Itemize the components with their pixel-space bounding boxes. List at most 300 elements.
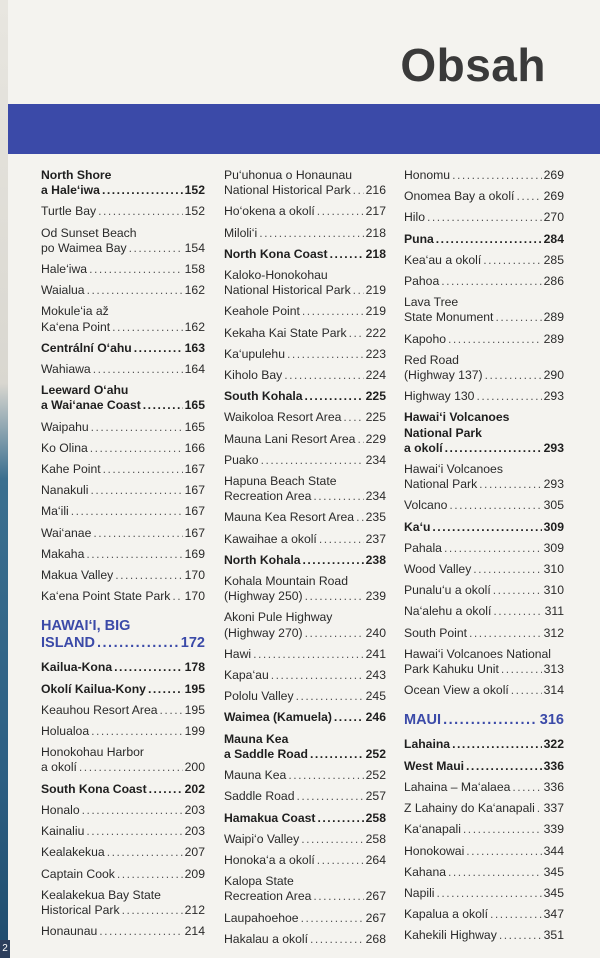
dot-leader xyxy=(493,604,542,619)
toc-entry-label: Makaha xyxy=(41,546,85,561)
toc-entry xyxy=(41,724,205,739)
toc-entry-label: a Hale‘iwa xyxy=(41,183,100,198)
dot-leader xyxy=(448,332,542,347)
toc-entry xyxy=(404,332,564,347)
toc-entry-label: a okolí xyxy=(41,760,77,775)
dot-leader xyxy=(117,867,183,882)
dot-leader xyxy=(452,168,542,183)
toc-entry-page: 289 xyxy=(543,310,564,325)
toc-entry-label: Leeward O‘ahu xyxy=(41,383,129,398)
toc-entry-label: Kealakekua xyxy=(41,845,105,860)
toc-entry-page: 199 xyxy=(184,724,205,739)
toc-entry-label: Keauhou Resort Area xyxy=(41,702,158,717)
toc-entry-label: Hapuna Beach State xyxy=(224,474,337,489)
toc-entry-page: 229 xyxy=(365,431,386,446)
toc-entry-label: Kea‘au a okolí xyxy=(404,252,482,267)
toc-entry-label: Waimea (Kamuela) xyxy=(224,710,332,725)
dot-leader xyxy=(271,668,364,683)
dot-leader xyxy=(305,626,364,641)
toc-entry-page: 284 xyxy=(543,231,564,246)
toc-entry-label: Historical Park xyxy=(41,902,120,917)
toc-entry-page: 234 xyxy=(365,489,386,504)
dot-leader xyxy=(444,541,542,556)
dot-leader xyxy=(86,547,182,562)
toc-entry xyxy=(224,268,386,298)
dot-leader xyxy=(537,801,542,816)
toc-entry-page: 336 xyxy=(543,779,564,794)
dot-leader xyxy=(511,683,542,698)
toc-entry xyxy=(404,822,564,837)
dot-leader xyxy=(319,532,364,547)
dot-leader xyxy=(317,853,364,868)
toc-entry-label: Ocean View a okolí xyxy=(404,683,509,698)
toc-entry xyxy=(41,924,205,939)
toc-entry xyxy=(41,483,205,498)
toc-entry-label: Mauna Kea xyxy=(224,731,289,746)
toc-entry xyxy=(41,682,205,697)
toc-entry-label: Holualoa xyxy=(41,724,90,739)
toc-entry-label: Hamakua Coast xyxy=(224,810,316,825)
dot-leader xyxy=(301,832,363,847)
dot-leader xyxy=(107,845,183,860)
toc-entry-label: Captain Cook xyxy=(41,866,115,881)
toc-entry-label: Park Kahuku Unit xyxy=(404,662,499,677)
dot-leader xyxy=(469,626,542,641)
dot-leader xyxy=(448,865,542,880)
toc-entry xyxy=(224,368,386,383)
toc-entry-label: Mokule‘ia až xyxy=(41,304,109,319)
toc-entry-label: Ka‘upulehu xyxy=(224,346,285,361)
toc-entry-page: 170 xyxy=(184,589,205,604)
toc-entry-page: 345 xyxy=(543,864,564,879)
toc-entry-page: 219 xyxy=(365,283,386,298)
toc-entry xyxy=(224,226,386,241)
toc-entry-page: 347 xyxy=(543,907,564,922)
toc-entry xyxy=(404,759,564,774)
toc-entry-label: Pololu Valley xyxy=(224,689,294,704)
toc-entry-page: 293 xyxy=(543,389,564,404)
toc-entry-label: a Saddle Road xyxy=(224,746,308,761)
dot-leader xyxy=(112,320,183,335)
dot-leader xyxy=(353,183,364,198)
toc-entry-label: Hawai‘i Volcanoes xyxy=(404,410,510,425)
toc-entry-page: 169 xyxy=(184,546,205,561)
toc-entry-label: Lahaina – Ma‘alaea xyxy=(404,779,511,794)
toc-entry-page: 167 xyxy=(184,504,205,519)
toc-entry-label: Hilo xyxy=(404,210,425,225)
dot-leader xyxy=(443,712,538,729)
dot-leader xyxy=(302,304,364,319)
dot-leader xyxy=(102,183,183,198)
toc-entry-label: Kahana xyxy=(404,864,447,879)
toc-entry-label: North Kona Coast xyxy=(224,246,328,261)
toc-entry-label: Recreation Area xyxy=(224,889,312,904)
toc-entry-label: Puako xyxy=(224,452,259,467)
toc-entry xyxy=(404,274,564,289)
toc-entry-label: North Kohala xyxy=(224,552,301,567)
toc-entry-label: Wai‘anae xyxy=(41,525,92,540)
toc-entry xyxy=(404,626,564,641)
toc-entry-page: 158 xyxy=(184,262,205,277)
toc-entry-page: 337 xyxy=(543,801,564,816)
toc-entry xyxy=(224,832,386,847)
toc-entry xyxy=(41,383,205,413)
dot-leader xyxy=(427,210,542,225)
dot-leader xyxy=(334,710,364,725)
dot-leader xyxy=(452,737,542,752)
toc-entry-label: Punalu‘u a okolí xyxy=(404,583,491,598)
toc-entry xyxy=(41,803,205,818)
toc-entry-page: 195 xyxy=(184,702,205,717)
toc-entry-label: Kealakekua Bay State xyxy=(41,887,161,902)
dot-leader xyxy=(103,462,183,477)
toc-entry xyxy=(41,660,205,675)
toc-entry xyxy=(41,782,205,797)
toc-entry-label: Centrální O‘ahu xyxy=(41,340,132,355)
toc-entry xyxy=(404,232,564,247)
toc-entry-label: Puna xyxy=(404,231,434,246)
dot-leader xyxy=(149,782,183,797)
toc-entry-label: Honaunau xyxy=(41,924,98,939)
toc-entry-page: 245 xyxy=(365,689,386,704)
dot-leader xyxy=(71,504,183,519)
dot-leader xyxy=(90,483,182,498)
toc-entry-label: Waipahu xyxy=(41,419,89,434)
toc-entry-page: 223 xyxy=(365,346,386,361)
toc-entry-page: 293 xyxy=(543,440,564,455)
toc-entry xyxy=(404,583,564,598)
toc-entry-label: National Park xyxy=(404,425,482,440)
toc-entry-page: 222 xyxy=(365,325,386,340)
dot-leader xyxy=(516,189,541,204)
toc-entry-label: Makua Valley xyxy=(41,568,114,583)
toc-entry-label: Napili xyxy=(404,885,435,900)
dot-leader xyxy=(305,389,364,404)
toc-entry-page: 241 xyxy=(365,646,386,661)
toc-entry xyxy=(404,865,564,880)
dot-leader xyxy=(288,768,363,783)
toc-entry-page: 264 xyxy=(365,852,386,867)
toc-entry xyxy=(404,410,564,456)
toc-entry-label: Waipi‘o Valley xyxy=(224,831,300,846)
toc-entry xyxy=(224,689,386,704)
toc-entry-page: 166 xyxy=(184,440,205,455)
toc-entry-label: North Shore xyxy=(41,168,112,182)
toc-entry-page: 216 xyxy=(365,183,386,198)
toc-entry xyxy=(224,874,386,904)
toc-entry-page: 311 xyxy=(544,604,564,619)
toc-entry-label: Volcano xyxy=(404,498,448,513)
toc-entry xyxy=(41,304,205,334)
toc-entry xyxy=(41,168,205,198)
toc-entry-page: 285 xyxy=(543,252,564,267)
toc-entry xyxy=(404,189,564,204)
toc-entry-page: 165 xyxy=(184,419,205,434)
toc-entry-label: State Monument xyxy=(404,310,494,325)
dot-leader xyxy=(259,226,363,241)
toc-entry xyxy=(41,568,205,583)
toc-entry xyxy=(41,547,205,562)
toc-entry-label: Miloli‘i xyxy=(224,225,258,240)
dot-leader xyxy=(87,283,183,298)
toc-entry-page: 344 xyxy=(543,843,564,858)
toc-entry-page: 195 xyxy=(184,681,205,696)
toc-entry-page: 165 xyxy=(184,398,205,413)
toc-entry-page: 203 xyxy=(184,802,205,817)
toc-entry-page: 258 xyxy=(365,810,386,825)
toc-entry-page: 225 xyxy=(365,389,386,404)
toc-entry xyxy=(41,420,205,435)
toc-entry-page: 268 xyxy=(365,931,386,946)
toc-entry-label: Ka‘anapali xyxy=(404,822,461,837)
toc-entry-label: Kawaihae a okolí xyxy=(224,531,317,546)
dot-leader xyxy=(284,368,363,383)
toc-entry-page: 167 xyxy=(184,483,205,498)
toc-entry-label: Kailua-Kona xyxy=(41,660,113,675)
page-edge-strip xyxy=(0,0,8,958)
toc-entry-page: 243 xyxy=(365,668,386,683)
toc-entry-label: Nanakuli xyxy=(41,483,89,498)
dot-leader xyxy=(441,274,541,289)
dot-leader xyxy=(122,903,183,918)
dot-leader xyxy=(89,262,183,277)
toc-entry-label: ISLAND xyxy=(41,635,95,652)
header-color-band xyxy=(8,104,600,154)
dot-leader xyxy=(296,789,363,804)
dot-leader xyxy=(349,326,364,341)
toc-entry xyxy=(224,811,386,826)
dot-leader xyxy=(476,389,541,404)
toc-entry-label: Ma‘ili xyxy=(41,504,69,519)
toc-entry xyxy=(404,780,564,795)
toc-entry xyxy=(224,789,386,804)
dot-leader xyxy=(90,441,183,456)
toc-entry-page: 310 xyxy=(543,583,564,598)
toc-entry xyxy=(41,362,205,377)
toc-entry xyxy=(41,504,205,519)
toc-entry xyxy=(41,262,205,277)
toc-entry-page: 224 xyxy=(365,368,386,383)
toc-entry-page: 293 xyxy=(543,477,564,492)
toc-entry-label: Kekaha Kai State Park xyxy=(224,325,347,340)
toc-entry xyxy=(404,541,564,556)
toc-entry-label: MAUI xyxy=(404,712,442,729)
toc-entry-page: 269 xyxy=(543,168,564,182)
dot-leader xyxy=(129,241,183,256)
toc-entry xyxy=(224,647,386,662)
dot-leader xyxy=(490,907,542,922)
toc-entry-page: 209 xyxy=(184,866,205,881)
toc-entry xyxy=(224,347,386,362)
dot-leader xyxy=(148,682,183,697)
toc-entry-label: Ka‘ena Point xyxy=(41,319,111,334)
toc-entry-page: 309 xyxy=(543,540,564,555)
toc-entry xyxy=(224,247,386,262)
toc-entry-page: 164 xyxy=(184,362,205,377)
toc-entry xyxy=(224,204,386,219)
dot-leader xyxy=(353,283,364,298)
toc-entry-page: 339 xyxy=(543,822,564,837)
toc-entry-page: 218 xyxy=(365,225,386,240)
toc-entry-label: South Point xyxy=(404,625,468,640)
page-title: Obsah xyxy=(400,39,546,91)
toc-entry-label: Waialua xyxy=(41,283,85,298)
toc-entry xyxy=(224,732,386,762)
toc-entry-label: Ko Olina xyxy=(41,440,88,455)
toc-entry xyxy=(224,510,386,525)
toc-entry xyxy=(41,204,205,219)
toc-entry-label: a okolí xyxy=(404,440,443,455)
toc-entry xyxy=(41,845,205,860)
toc-entry-page: 310 xyxy=(543,562,564,577)
toc-entry-page: 246 xyxy=(365,710,386,725)
toc-entry xyxy=(41,462,205,477)
toc-entry-page: 207 xyxy=(184,845,205,860)
toc-entry xyxy=(224,532,386,547)
toc-entry-page: 235 xyxy=(365,510,386,525)
toc-entry xyxy=(404,928,564,943)
toc-entry-page: 203 xyxy=(184,824,205,839)
toc-entry-label: Waikoloa Resort Area xyxy=(224,410,342,425)
toc-entry-page: 152 xyxy=(184,204,205,219)
toc-entry-page: 267 xyxy=(365,910,386,925)
toc-entry-page: 345 xyxy=(543,885,564,900)
toc-entry-page: 351 xyxy=(543,928,564,943)
toc-entry-label: National Historical Park xyxy=(224,183,351,198)
toc-entry xyxy=(224,168,386,198)
toc-entry-label: Onomea Bay a okolí xyxy=(404,189,515,204)
toc-entry-page: 316 xyxy=(539,712,564,729)
toc-entry xyxy=(41,824,205,839)
toc-entry xyxy=(404,520,564,535)
toc-entry-label: Hale‘iwa xyxy=(41,262,88,277)
toc-entry-label: Lava Tree xyxy=(404,295,459,310)
toc-entry xyxy=(404,683,564,698)
toc-entry xyxy=(41,618,205,652)
toc-entry xyxy=(224,610,386,640)
dot-leader xyxy=(317,811,363,826)
toc-entry xyxy=(224,911,386,926)
toc-entry-label: Keahole Point xyxy=(224,304,300,319)
toc-entry-page: 269 xyxy=(543,189,564,204)
dot-leader xyxy=(493,583,542,598)
toc-entry-label: Honokohau Harbor xyxy=(41,745,144,760)
dot-leader xyxy=(93,362,183,377)
toc-entry-page: 239 xyxy=(365,589,386,604)
toc-entry-page: 237 xyxy=(365,531,386,546)
dot-leader xyxy=(357,432,363,447)
toc-entry-label: South Kona Coast xyxy=(41,781,147,796)
toc-entry-label: Honokowai xyxy=(404,843,465,858)
toc-entry-page: 336 xyxy=(543,758,564,773)
toc-entry xyxy=(404,389,564,404)
page-number: 2 xyxy=(0,940,10,958)
dot-leader xyxy=(143,398,183,413)
toc-entry-label: Kohala Mountain Road xyxy=(224,574,348,589)
toc-entry xyxy=(41,888,205,918)
toc-entry-page: 240 xyxy=(365,625,386,640)
dot-leader xyxy=(466,844,541,859)
toc-entry-page: 267 xyxy=(365,889,386,904)
toc-entry-page: 218 xyxy=(365,246,386,261)
toc-entry-label: Honalo xyxy=(41,802,80,817)
dot-leader xyxy=(310,932,364,947)
dot-leader xyxy=(261,453,364,468)
dot-leader xyxy=(463,822,542,837)
toc-entry xyxy=(404,462,564,492)
dot-leader xyxy=(134,341,183,356)
toc-entry-label: Hawai‘i Volcanoes National xyxy=(404,646,552,661)
toc-entry xyxy=(404,353,564,383)
dot-leader xyxy=(313,489,363,504)
toc-entry-label: Red Road xyxy=(404,352,459,367)
toc-entry xyxy=(224,853,386,868)
toc-entry-label: Kaloko-Honokohau xyxy=(224,268,328,283)
toc-entry xyxy=(224,668,386,683)
toc-entry-label: Recreation Area xyxy=(224,489,312,504)
toc-entry-label: Okolí Kailua-Kony xyxy=(41,681,146,696)
toc-entry-label: Hawi xyxy=(224,646,252,661)
dot-leader xyxy=(253,647,364,662)
toc-entry-page: 290 xyxy=(543,368,564,383)
toc-entry-page: 258 xyxy=(365,831,386,846)
toc-entry xyxy=(404,210,564,225)
dot-leader xyxy=(301,911,364,926)
toc-column-3 xyxy=(404,168,564,950)
toc-entry xyxy=(404,801,564,816)
toc-entry-page: 225 xyxy=(365,410,386,425)
toc-entry-label: Od Sunset Beach xyxy=(41,225,137,240)
dot-leader xyxy=(114,660,183,675)
toc-entry-label: Mauna Kea Resort Area xyxy=(224,510,355,525)
dot-leader xyxy=(93,526,182,541)
dot-leader xyxy=(449,498,541,513)
toc-entry xyxy=(404,498,564,513)
dot-leader xyxy=(501,662,542,677)
toc-entry-page: 313 xyxy=(543,662,564,677)
dot-leader xyxy=(356,510,364,525)
toc-entry xyxy=(404,295,564,325)
dot-leader xyxy=(97,635,179,652)
toc-entry xyxy=(224,768,386,783)
toc-entry xyxy=(41,283,205,298)
dot-leader xyxy=(495,310,541,325)
toc-entry-page: 257 xyxy=(365,789,386,804)
dot-leader xyxy=(296,689,364,704)
dot-leader xyxy=(436,886,541,901)
toc-entry-label: Kalopa State xyxy=(224,874,294,889)
toc-entry xyxy=(224,432,386,447)
toc-entry-label: Akoni Pule Highway xyxy=(224,610,333,625)
toc-entry-label: Ho‘okena a okolí xyxy=(224,204,315,219)
toc-entry-label: Pu‘uhonua o Honaunau xyxy=(224,168,353,182)
toc-entry-label: Wahiawa xyxy=(41,362,91,377)
toc-entry-page: 178 xyxy=(184,660,205,675)
dot-leader xyxy=(160,703,183,718)
toc-entry-page: 154 xyxy=(184,240,205,255)
toc-entry xyxy=(41,441,205,456)
toc-entry-label: Kainaliu xyxy=(41,824,85,839)
toc-entry-page: 238 xyxy=(365,552,386,567)
toc-entry-label: Pahala xyxy=(404,540,442,555)
toc-entry-page: 200 xyxy=(184,760,205,775)
toc-entry-label: Saddle Road xyxy=(224,789,295,804)
dot-leader xyxy=(313,889,363,904)
dot-leader xyxy=(98,204,183,219)
dot-leader xyxy=(479,477,541,492)
toc-entry xyxy=(41,745,205,775)
dot-leader xyxy=(343,410,363,425)
